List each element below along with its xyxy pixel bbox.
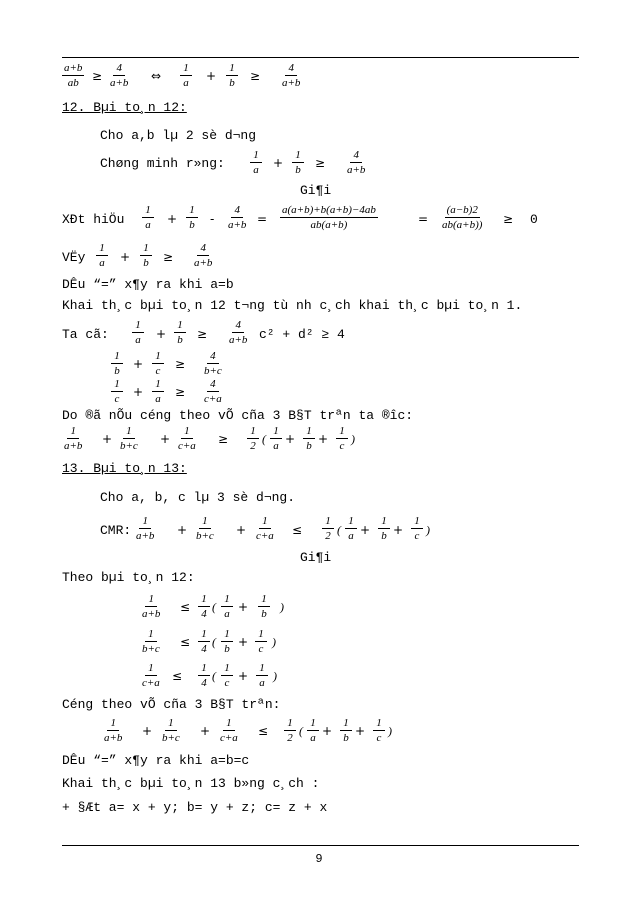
fraction (256, 662, 268, 689)
ex12-prove-label: Chøng minh r»ng: (100, 156, 225, 171)
plus-symbol: + (177, 523, 188, 537)
denominator: b (229, 77, 235, 89)
fraction (118, 425, 140, 452)
plus-symbol: + (238, 635, 249, 649)
numerator: 1 (152, 378, 164, 392)
fraction (307, 717, 319, 744)
numerator: 4 (231, 204, 243, 218)
fraction (221, 593, 233, 620)
denominator: b (114, 365, 120, 377)
fraction (111, 350, 123, 377)
denominator: a (183, 77, 189, 89)
close-paren: ) (388, 724, 392, 738)
denominator: a+b (347, 164, 366, 176)
geq-symbol: ≥ (218, 432, 229, 446)
denominator: ab(a+b)) (442, 219, 483, 231)
plus-symbol: + (200, 724, 211, 738)
plus-symbol: + (318, 432, 329, 446)
open-paren: ( (212, 669, 216, 683)
denominator: c (376, 732, 382, 744)
numerator: a+b (64, 62, 83, 74)
fraction (303, 425, 315, 452)
geq-symbol: ≥ (250, 69, 261, 83)
geq-symbol: ≥ (175, 385, 186, 399)
numerator: 1 (307, 717, 319, 731)
denominator: a (259, 677, 265, 689)
fraction (254, 515, 276, 542)
denominator: a (253, 164, 259, 176)
plus-symbol: + (393, 523, 404, 537)
denominator: b (381, 530, 387, 542)
open-paren: ( (299, 724, 303, 738)
cong-text: Céng theo vÕ cña 3 B§T trªn: (62, 697, 281, 712)
numerator: 1 (181, 425, 193, 439)
exercise-12-title: 12. Bµi to¸n 12: (62, 100, 187, 115)
plus-symbol: + (120, 250, 131, 264)
cmr-label: CMR: (100, 523, 132, 538)
denominator: c+a (142, 677, 160, 689)
numerator: 1 (123, 425, 135, 439)
numerator: 1 (411, 515, 423, 529)
numerator: 1 (378, 515, 390, 529)
denominator: b+c (162, 732, 180, 744)
numerator: 1 (165, 717, 177, 731)
fraction (322, 515, 334, 542)
fraction (227, 319, 249, 346)
fraction (140, 662, 162, 689)
fraction (198, 628, 210, 655)
denominator: a (155, 393, 161, 405)
fraction (160, 717, 182, 744)
denominator: 4 (201, 608, 207, 620)
equals-symbol: = (418, 212, 429, 226)
fraction (198, 593, 210, 620)
numerator: 1 (186, 204, 198, 218)
denominator: c (155, 365, 161, 377)
geq-symbol: ≥ (315, 156, 326, 170)
fraction (142, 204, 154, 231)
denominator: 4 (201, 643, 207, 655)
plus-symbol: + (285, 432, 296, 446)
fraction (96, 242, 108, 269)
numerator: 1 (139, 515, 151, 529)
denominator: c+a (178, 440, 196, 452)
numerator: 1 (152, 350, 164, 364)
fraction (111, 378, 123, 405)
vay-label: VËy (62, 250, 86, 265)
denominator: c+a (256, 530, 274, 542)
fraction (140, 242, 152, 269)
numerator: 1 (174, 319, 186, 333)
numerator: 1 (221, 662, 233, 676)
close-paren: ) (351, 432, 355, 446)
numerator: 1 (221, 593, 233, 607)
fraction (292, 149, 304, 176)
numerator: 4 (207, 378, 219, 392)
denominator: b (295, 164, 301, 176)
exercise-13-title: 13. Bµi to¸n 13: (62, 461, 187, 476)
denominator: a+b (64, 440, 83, 452)
denominator: c+a (220, 732, 238, 744)
fraction (62, 62, 84, 89)
plus-symbol: + (160, 432, 171, 446)
fraction (336, 425, 348, 452)
numerator: 1 (259, 515, 271, 529)
fraction (250, 149, 262, 176)
fraction (194, 515, 216, 542)
top-rule (62, 57, 579, 58)
fraction (202, 350, 224, 377)
plus-symbol: + (206, 69, 217, 83)
numerator: 1 (226, 62, 238, 76)
leq-symbol: ≤ (292, 523, 303, 537)
fraction (221, 662, 233, 689)
fraction (174, 319, 186, 346)
plus-symbol: + (355, 724, 366, 738)
fraction (340, 717, 352, 744)
denominator: a+b (136, 530, 155, 542)
denominator: c (114, 393, 120, 405)
denominator: a (135, 334, 141, 346)
ex13-solution-heading: Gi¶i (300, 550, 332, 565)
numerator: 1 (111, 350, 123, 364)
denominator: c+a (204, 393, 222, 405)
numerator: 1 (247, 425, 259, 439)
fraction (258, 593, 270, 620)
fraction (180, 62, 192, 89)
equality-condition-13: DÊu “=” x¶y ra khi a=b=c (62, 753, 250, 768)
taco-label: Ta cã: (62, 327, 109, 342)
geq-symbol: ≥ (163, 250, 174, 264)
fraction (102, 717, 124, 744)
numerator: 1 (67, 425, 79, 439)
denominator: b+c (142, 643, 160, 655)
denominator: 4 (201, 677, 207, 689)
fraction (373, 717, 385, 744)
fraction (247, 425, 259, 452)
denominator: a+b (142, 608, 161, 620)
denominator: ab(a+b) (310, 219, 348, 231)
numerator: 4 (285, 62, 297, 76)
numerator: 1 (336, 425, 348, 439)
denominator: a+b (194, 257, 213, 269)
denominator: 2 (325, 530, 331, 542)
fraction (280, 204, 378, 231)
numerator: 1 (142, 204, 154, 218)
open-paren: ( (212, 635, 216, 649)
denominator: a (273, 440, 279, 452)
fraction (140, 628, 162, 655)
minus-symbol: - (210, 212, 215, 226)
fraction (345, 149, 367, 176)
denominator: a+b (104, 732, 123, 744)
denominator: a (99, 257, 105, 269)
theo-12-label: Theo bµi to¸n 12: (62, 570, 195, 585)
ex13-given: Cho a, b, c lµ 3 sè d¬ng. (100, 490, 296, 505)
fraction (202, 378, 224, 405)
plus-symbol: + (360, 523, 371, 537)
numerator: 1 (140, 242, 152, 256)
fraction (152, 350, 164, 377)
ex12-given: Cho a,b lµ 2 sè d¬ng (100, 128, 257, 143)
plus-symbol: + (322, 724, 333, 738)
fraction (345, 515, 357, 542)
taco-tail-expression: c² + d² ≥ 4 (259, 327, 345, 342)
fraction (411, 515, 423, 542)
plus-symbol: + (238, 669, 249, 683)
denominator: c (258, 643, 264, 655)
numerator: 1 (145, 593, 157, 607)
zero-value: 0 (530, 212, 538, 227)
denominator: b+c (196, 530, 214, 542)
leq-symbol: ≤ (180, 635, 191, 649)
ex12-solution-heading: Gi¶i (300, 183, 332, 198)
fraction (270, 425, 282, 452)
denominator: a+b (229, 334, 248, 346)
numerator: 1 (258, 593, 270, 607)
denominator: b (261, 608, 267, 620)
numerator: 1 (198, 662, 210, 676)
numerator: 1 (250, 149, 262, 163)
fraction (378, 515, 390, 542)
denominator: c (414, 530, 420, 542)
khai-thac-12: Khai th¸c bµi to¸n 12 t¬ng tù nh c¸ch khai th¸c bµi to¸n 1. (62, 298, 523, 313)
geq-symbol: ≥ (197, 327, 208, 341)
page-number: 9 (315, 852, 323, 866)
denominator: ab (67, 77, 79, 89)
fraction (152, 378, 164, 405)
leq-symbol: ≤ (258, 724, 269, 738)
fraction (280, 62, 302, 89)
numerator: 1 (111, 378, 123, 392)
plus-symbol: + (167, 212, 178, 226)
equality-condition-12: DÊu “=” x¶y ra khi a=b (62, 277, 234, 292)
numerator: 1 (198, 593, 210, 607)
fraction (192, 242, 214, 269)
numerator: 1 (132, 319, 144, 333)
denominator: a+b (282, 77, 301, 89)
numerator: 1 (223, 717, 235, 731)
numerator: 1 (255, 628, 267, 642)
fraction (255, 628, 267, 655)
denominator: b+c (120, 440, 138, 452)
denominator: b (143, 257, 149, 269)
equals-symbol: = (257, 212, 268, 226)
denominator: a (348, 530, 354, 542)
close-paren: ) (280, 600, 284, 614)
numerator: a(a+b)+b(a+b)−4ab (282, 204, 376, 216)
numerator: 1 (145, 662, 157, 676)
denominator: a (310, 732, 316, 744)
leq-symbol: ≤ (172, 669, 183, 683)
plus-symbol: + (142, 724, 153, 738)
numerator: 4 (113, 62, 125, 76)
geq-symbol: ≥ (175, 357, 186, 371)
denominator: a (145, 219, 151, 231)
numerator: 1 (107, 717, 119, 731)
fraction (176, 425, 198, 452)
close-paren: ) (426, 523, 430, 537)
numerator: 1 (284, 717, 296, 731)
denominator: b (343, 732, 349, 744)
fraction (440, 204, 484, 231)
denominator: b (306, 440, 312, 452)
bottom-rule (62, 845, 579, 846)
fraction (108, 62, 130, 89)
denominator: c (224, 677, 230, 689)
numerator: (a−b)2 (446, 204, 478, 216)
fraction (218, 717, 240, 744)
numerator: 4 (197, 242, 209, 256)
fraction (198, 662, 210, 689)
fraction (284, 717, 296, 744)
fraction (132, 319, 144, 346)
open-paren: ( (262, 432, 266, 446)
denominator: a+b (228, 219, 247, 231)
denominator: 2 (287, 732, 293, 744)
close-paren: ) (272, 635, 276, 649)
fraction (226, 204, 248, 231)
plus-symbol: + (133, 357, 144, 371)
numerator: 1 (180, 62, 192, 76)
numerator: 1 (96, 242, 108, 256)
close-paren: ) (273, 669, 277, 683)
numerator: 1 (221, 628, 233, 642)
plus-symbol: + (133, 385, 144, 399)
substitution-line: + §Æt a= x + y; b= y + z; c= z + x (62, 800, 328, 815)
plus-symbol: + (238, 600, 249, 614)
fraction (134, 515, 156, 542)
fraction (186, 204, 198, 231)
numerator: 1 (322, 515, 334, 529)
numerator: 1 (199, 515, 211, 529)
denominator: b (177, 334, 183, 346)
fraction (221, 628, 233, 655)
geq-symbol: ≥ (92, 69, 103, 83)
do-do-text: Do ®ã nÕu céng theo vÕ cña 3 B§T trªn ta ®îc: (62, 408, 414, 423)
numerator: 1 (145, 628, 157, 642)
numerator: 4 (350, 149, 362, 163)
numerator: 1 (345, 515, 357, 529)
numerator: 1 (303, 425, 315, 439)
denominator: b+c (204, 365, 222, 377)
denominator: b (189, 219, 195, 231)
denominator: c (339, 440, 345, 452)
denominator: b (224, 643, 230, 655)
fraction (62, 425, 84, 452)
plus-symbol: + (102, 432, 113, 446)
plus-symbol: + (236, 523, 247, 537)
geq-symbol: ≥ (503, 212, 514, 226)
plus-symbol: + (156, 327, 167, 341)
numerator: 1 (373, 717, 385, 731)
fraction (226, 62, 238, 89)
numerator: 1 (270, 425, 282, 439)
xet-label: XÐt hiÖu (62, 212, 125, 227)
numerator: 1 (292, 149, 304, 163)
numerator: 1 (256, 662, 268, 676)
leq-symbol: ≤ (180, 600, 191, 614)
open-paren: ( (337, 523, 341, 537)
plus-symbol: + (273, 156, 284, 170)
iff-symbol: ⇔ (151, 69, 162, 83)
denominator: a (224, 608, 230, 620)
numerator: 1 (198, 628, 210, 642)
fraction (140, 593, 162, 620)
open-paren: ( (212, 600, 216, 614)
denominator: a+b (110, 77, 129, 89)
numerator: 4 (207, 350, 219, 364)
khai-thac-13: Khai th¸c bµi to¸n 13 b»ng c¸ch : (62, 776, 320, 791)
numerator: 4 (232, 319, 244, 333)
denominator: 2 (250, 440, 256, 452)
numerator: 1 (340, 717, 352, 731)
